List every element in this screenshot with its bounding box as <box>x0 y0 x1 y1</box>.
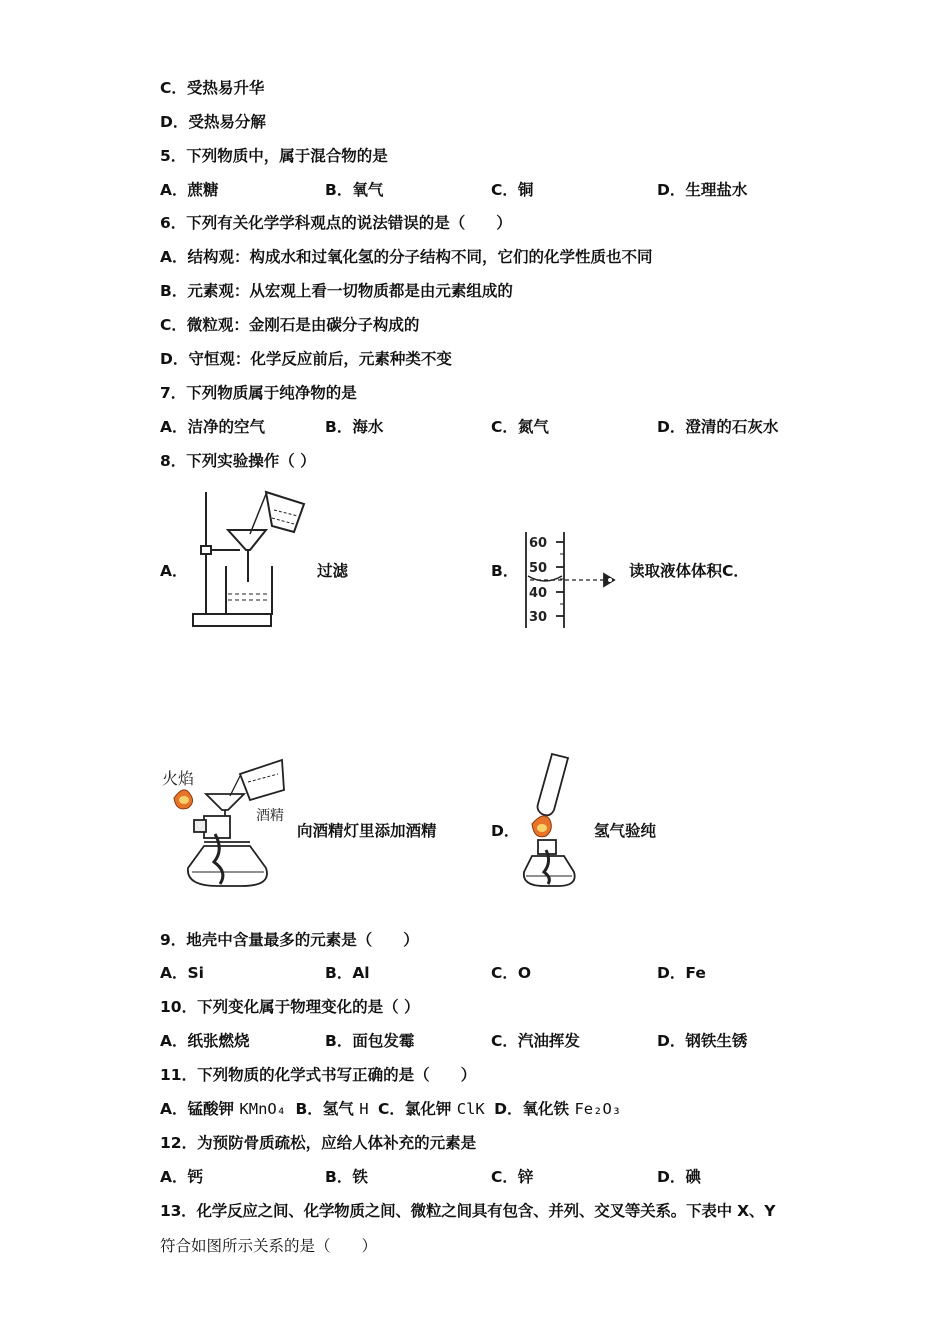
q11-option-b-formula: H <box>359 1100 369 1118</box>
q13-stem-continued: 符合如图所示关系的是（ ） <box>160 1237 378 1255</box>
cyl-tick-60: 60 <box>529 536 548 551</box>
q5-option-d: D．生理盐水 <box>657 181 748 199</box>
q8-stem: 8．下列实验操作（ ） <box>160 452 316 470</box>
q9-option-c: C．O <box>491 964 532 982</box>
alcohol-label: 酒精 <box>256 808 284 824</box>
q6-stem: 6．下列有关化学学科观点的说法错误的是（ ） <box>160 214 512 232</box>
q6-option-a: A．结构观：构成水和过氧化氢的分子结构不同，它们的化学性质也不同 <box>160 248 653 266</box>
q7-option-a: A．洁净的空气 <box>160 418 265 436</box>
q13-stem: 13．化学反应之间、化学物质之间、微粒之间具有包含、并列、交叉等关系。下表中 X、Y <box>160 1202 776 1220</box>
q4-option-c: C．受热易升华 <box>160 79 265 97</box>
q12-option-b: B．铁 <box>325 1168 368 1186</box>
q10-option-a: A．纸张燃烧 <box>160 1032 250 1050</box>
q8-option-c-text: 向酒精灯里添加酒精 <box>297 822 437 840</box>
q8-option-b-text: 读取液体体积C． <box>629 562 749 580</box>
q5-option-c: C．铜 <box>491 181 534 199</box>
q7-option-d: D．澄清的石灰水 <box>657 418 779 436</box>
q8-option-d-text: 氢气验纯 <box>594 822 657 840</box>
q11-option-a-formula: KMnO₄ <box>239 1100 287 1118</box>
q7-stem: 7．下列物质属于纯净物的是 <box>160 384 357 402</box>
q9-option-a: A．Si <box>160 964 204 982</box>
q10-stem: 10．下列变化属于物理变化的是（ ） <box>160 998 420 1016</box>
q12-stem: 12．为预防骨质疏松，应给人体补充的元素是 <box>160 1134 477 1152</box>
q5-option-a: A．蔗糖 <box>160 181 219 199</box>
q5-stem: 5．下列物质中，属于混合物的是 <box>160 147 388 165</box>
alcohol-lamp-filling-illustration <box>160 750 295 895</box>
cyl-tick-50: 50 <box>529 561 548 576</box>
q6-option-b: B．元素观：从宏观上看一切物质都是由元素组成的 <box>160 282 513 300</box>
q9-option-d: D．Fe <box>657 964 706 982</box>
q9-option-b: B．Al <box>325 964 370 982</box>
q11-option-d-formula: Fe₂O₃ <box>574 1100 622 1118</box>
q8-option-a-letter: A． <box>160 562 188 580</box>
q5-option-b: B．氧气 <box>325 181 384 199</box>
q4-option-d: D．受热易分解 <box>160 113 266 131</box>
graduated-cylinder-illustration <box>520 530 625 630</box>
filtration-illustration <box>188 482 318 632</box>
q12-option-d: D．碘 <box>657 1168 701 1186</box>
q6-option-c: C．微粒观：金刚石是由碳分子构成的 <box>160 316 420 334</box>
q11-options <box>160 1098 621 1120</box>
flame-label: 火焰 <box>162 769 195 788</box>
q10-option-c: C．汽油挥发 <box>491 1032 580 1050</box>
q12-option-c: C．锌 <box>491 1168 534 1186</box>
q8-option-d-letter: D． <box>491 822 520 840</box>
q11-option-c-formula: ClK <box>456 1100 485 1118</box>
cyl-tick-40: 40 <box>529 586 548 601</box>
q10-option-b: B．面包发霉 <box>325 1032 415 1050</box>
q7-option-b: B．海水 <box>325 418 384 436</box>
q10-option-d: D．钢铁生锈 <box>657 1032 748 1050</box>
q11-option-b: B．氢气 <box>295 1100 354 1118</box>
q6-option-d: D．守恒观：化学反应前后，元素种类不变 <box>160 350 452 368</box>
cyl-tick-30: 30 <box>529 610 548 625</box>
q12-option-a: A．钙 <box>160 1168 203 1186</box>
q9-stem: 9．地壳中含量最多的元素是（ ） <box>160 931 419 949</box>
q11-option-a: A．锰酸钾 <box>160 1100 234 1118</box>
hydrogen-test-illustration <box>518 752 598 892</box>
q8-option-a-text: 过滤 <box>317 562 349 580</box>
q11-stem: 11．下列物质的化学式书写正确的是（ ） <box>160 1066 477 1084</box>
q11-option-d: D．氧化铁 <box>494 1100 570 1118</box>
q7-option-c: C．氮气 <box>491 418 549 436</box>
q8-option-b-letter: B． <box>491 562 519 580</box>
q11-option-c: C．氯化钾 <box>377 1100 452 1118</box>
